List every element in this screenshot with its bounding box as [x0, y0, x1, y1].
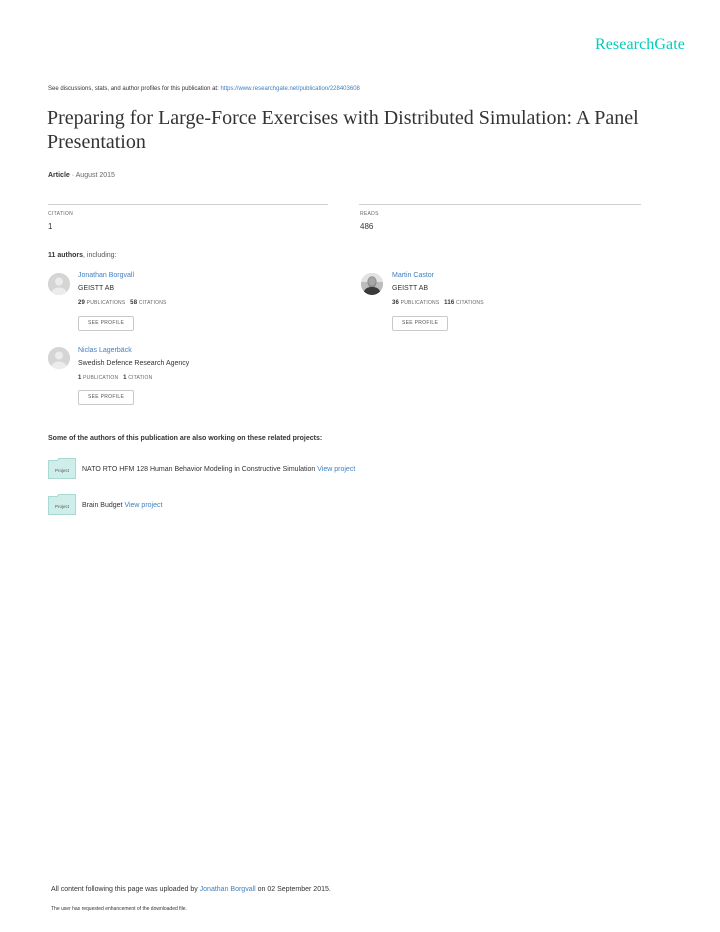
- author-name-link[interactable]: Niclas Lagerbäck: [78, 347, 132, 354]
- author-stats: [78, 375, 152, 381]
- see-profile-button[interactable]: SEE PROFILE: [392, 316, 448, 331]
- author-institution: GEISTT AB: [78, 285, 115, 292]
- project-item: [82, 466, 355, 473]
- author-name-link[interactable]: Jonathan Borgvall: [78, 272, 135, 279]
- reads-count: 486: [360, 222, 374, 231]
- author-institution: Swedish Defence Research Agency: [78, 360, 190, 367]
- publications-count: 29: [78, 300, 86, 306]
- author-stats: [78, 300, 167, 306]
- citation-label: CITATION: [48, 211, 73, 217]
- author-photo[interactable]: [361, 273, 383, 295]
- project-icon-label: Project: [54, 504, 70, 509]
- authors-count: 11 authors: [48, 252, 84, 259]
- researchgate-logo[interactable]: ResearchGate: [594, 36, 685, 53]
- citations-label: CITATIONS: [138, 300, 167, 306]
- see-profile-button[interactable]: SEE PROFILE: [78, 390, 134, 405]
- avatar-placeholder[interactable]: [48, 273, 70, 295]
- project-name: NATO RTO HFM 128 Human Behavior Modeling in Constructive Simulation: [82, 466, 316, 473]
- person-silhouette-icon: [48, 273, 70, 295]
- uploader-link[interactable]: Jonathan Borgvall: [199, 886, 256, 893]
- project-folder-icon: [48, 494, 76, 515]
- project-name: Brain Budget: [82, 502, 123, 509]
- divider: [48, 204, 328, 205]
- article-meta: [48, 172, 115, 179]
- reads-label: READS: [360, 211, 379, 217]
- article-type: Article: [48, 172, 70, 179]
- citations-count: 1: [123, 375, 127, 381]
- view-project-link[interactable]: View project: [317, 466, 356, 473]
- project-item: [82, 502, 162, 509]
- upload-suffix: on 02 September 2015.: [255, 886, 331, 893]
- publications-count: 1: [78, 375, 82, 381]
- view-project-link[interactable]: View project: [124, 502, 163, 509]
- upload-prefix: All content following this page was uploaded by: [51, 886, 200, 893]
- project-icon-label: Project: [54, 468, 70, 473]
- publication-url-link[interactable]: https://www.researchgate.net/publication/228403608: [220, 86, 360, 92]
- citations-label: CITATION: [128, 375, 153, 381]
- divider: [359, 204, 641, 205]
- upload-notice: [51, 886, 331, 893]
- page-title: Preparing for Large-Force Exercises with Distributed Simulation: A Panel Presentation: [47, 107, 639, 153]
- related-projects-header: Some of the authors of this publication are also working on these related projects:: [48, 435, 323, 442]
- person-silhouette-icon: [48, 347, 70, 369]
- citations-label: CITATIONS: [456, 300, 484, 306]
- see-profile-button[interactable]: SEE PROFILE: [78, 316, 134, 331]
- disclaimer-text: See discussions, stats, and author profiles for this publication at:: [48, 86, 221, 92]
- authors-header: [48, 252, 116, 259]
- citation-count: 1: [48, 222, 53, 231]
- author-institution: GEISTT AB: [392, 285, 429, 292]
- project-folder-icon: [48, 458, 76, 479]
- article-date: · August 2015: [69, 172, 115, 179]
- citations-count: 116: [444, 300, 455, 306]
- authors-suffix: , including:: [83, 252, 117, 259]
- publications-count: 36: [392, 300, 400, 306]
- author-stats: [392, 300, 484, 306]
- publications-label: PUBLICATIONS: [86, 300, 126, 306]
- author-photo-image: [361, 273, 383, 295]
- author-name-link[interactable]: Martin Castor: [392, 272, 435, 279]
- avatar-placeholder[interactable]: [48, 347, 70, 369]
- publications-label: PUBLICATIONS: [400, 300, 440, 306]
- enhancement-note: The user has requested enhancement of the downloaded file.: [51, 906, 187, 912]
- publications-label: PUBLICATION: [83, 375, 119, 381]
- citations-count: 58: [130, 300, 138, 306]
- disclaimer: [48, 86, 360, 92]
